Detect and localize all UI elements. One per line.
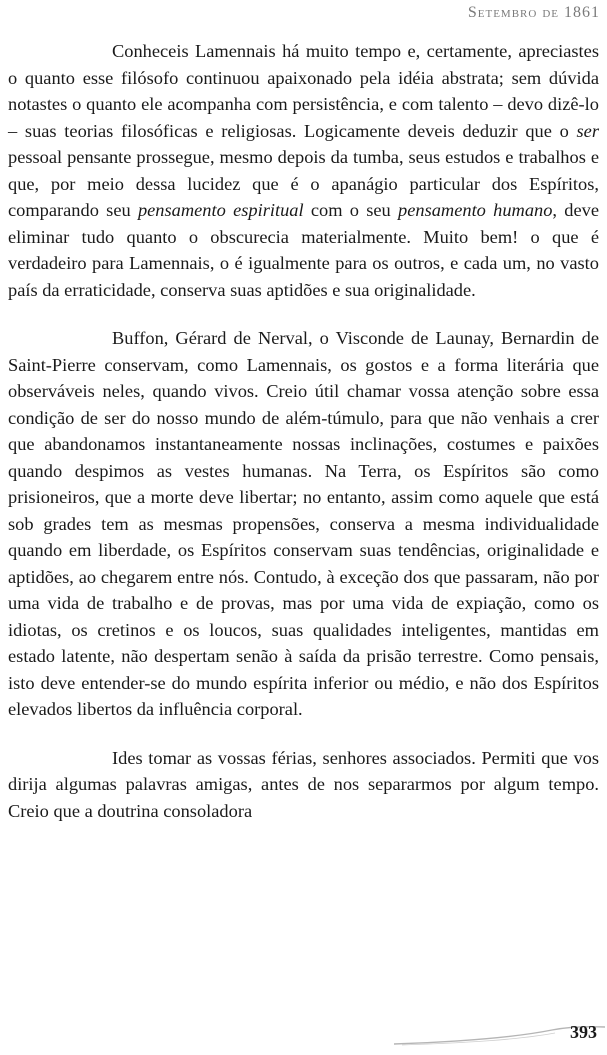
- page-number: 393: [570, 1022, 597, 1042]
- paragraph-1-text-d: , deve eliminar tudo quanto o obscurecia materialmente. Muito bem! o que é verdadeiro para Lamennais, o é igualmente para os outros, e cada um, no vasto país da erraticidade, conserva suas aptidões e sua originalidade.: [8, 200, 599, 300]
- paragraph-1-text-a: Conheceis Lamennais há muito tempo e, certamente, apreciastes o quanto esse filósofo continuou apaixonado pela idéia abstrata; sem dúvida notastes o quanto ele acompanha com persistência, e com talento – devo dizê-lo – suas teorias filosóficas e religiosas. Logicamente deveis deduzir que o: [8, 41, 599, 141]
- paragraph-3: Ides tomar as vossas férias, senhores associados. Permiti que vos dirija algumas palavras amigas, antes de nos separarmos por algum tempo. Creio que a doutrina consoladora: [8, 747, 599, 821]
- emphasis-ser: ser: [576, 120, 599, 141]
- paragraph-2: Buffon, Gérard de Nerval, o Visconde de Launay, Bernardin de Saint-Pierre conservam, como Lamennais, os gostos e a forma literária que observáveis neles, quando vivos. Creio útil chamar vossa atenção sobre essa condição de ser do nosso mundo de além-túmulo, para que não venhais a crer que abandonamos instantaneamente nossas inclinações, costumes e paixões quando despimos as vestes humanas. Na Terra, os Espíritos são como prisioneiros, que a morte deve libertar; no entanto, assim como aquele que está sob grades tem as mesmas propensões, conserva a mesma individualidade quando em liberdade, os Espíritos conservam suas tendências, originalidade e aptidões, ao chegarem entre nós. Contudo, à exceção dos que passaram, não por uma vida de trabalho e de provas, mas por uma vida de expiação, como os idiotas, os cretinos e os loucos, suas qualidades inteligentes, mantidas em estado latente, não despertam senão à saída da prisão terrestre. Como pensais, isto deve entender-se do mundo espírita inferior ou médio, e não dos Espíritos elevados libertos da influência corporal.: [8, 328, 599, 719]
- page-body: [8, 38, 599, 824]
- running-head: Setembro de 1861: [467, 4, 600, 21]
- emphasis-pensamento-humano: pensamento humano: [398, 200, 553, 220]
- paragraph-1: [8, 38, 599, 303]
- emphasis-pensamento-espiritual: pensamento espiritual: [137, 200, 304, 220]
- paragraph-1-text-c: com o seu: [303, 200, 399, 220]
- paragraph-1-text-b: pessoal pensante prossegue, mesmo depois da tumba, seus estudos e trabalhos e que, por meio dessa lucidez que é o apanágio particular dos Espíritos, comparando seu: [8, 147, 599, 220]
